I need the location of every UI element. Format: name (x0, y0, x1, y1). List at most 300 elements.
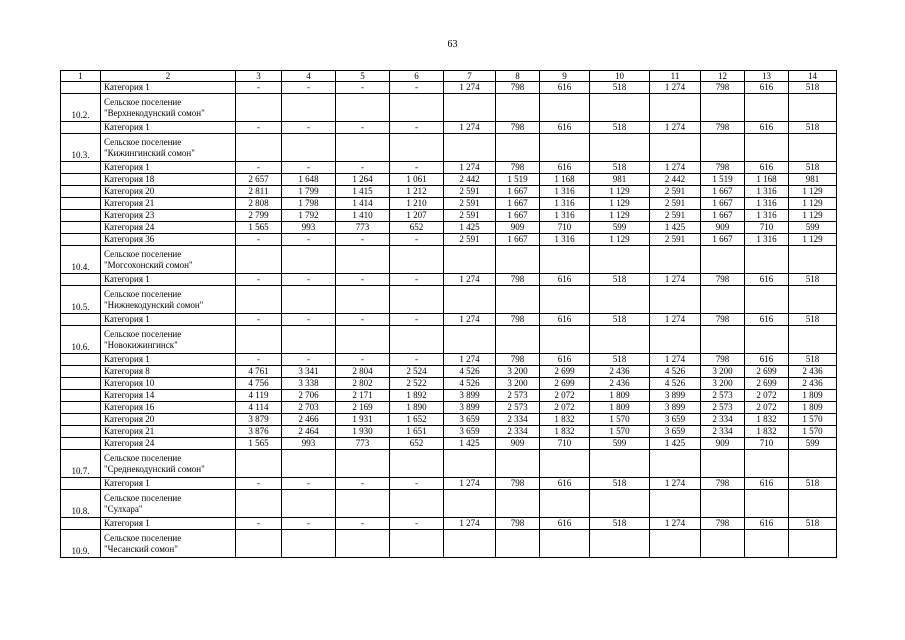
value-cell: 1 832 (540, 414, 590, 426)
value-cell: 1 129 (590, 186, 650, 198)
value-cell: 3 659 (650, 414, 701, 426)
value-cell: 710 (540, 222, 590, 234)
empty-cell (701, 450, 745, 478)
row-number: 10.2. (61, 94, 101, 122)
category-row (61, 234, 837, 246)
column-header-11: 11 (650, 71, 701, 82)
value-cell: - (282, 314, 336, 326)
value-cell: - (282, 162, 336, 174)
column-header-8: 8 (496, 71, 540, 82)
category-name: Категория 21 (101, 426, 236, 438)
category-row (61, 222, 837, 234)
value-cell: 3 200 (701, 378, 745, 390)
settlement-name-line1: Сельское поселение (104, 328, 182, 339)
value-cell: 1 667 (701, 210, 745, 222)
empty-cell (650, 490, 701, 518)
value-cell: 2 699 (540, 378, 590, 390)
settlement-name-line1: Сельское поселение (104, 96, 182, 107)
empty-cell (650, 134, 701, 162)
value-cell: 2 706 (282, 390, 336, 402)
value-cell: - (236, 234, 282, 246)
value-cell: 1 316 (540, 234, 590, 246)
empty-cell (789, 450, 837, 478)
value-cell: 798 (701, 354, 745, 366)
row-number: 10.3. (61, 134, 101, 162)
value-cell: 1 930 (336, 426, 390, 438)
value-cell: 616 (745, 518, 789, 530)
value-cell: 1 832 (540, 426, 590, 438)
value-cell: 4 526 (444, 366, 496, 378)
value-cell: 1 809 (590, 402, 650, 414)
value-cell: - (336, 122, 390, 134)
value-cell: 1 274 (650, 354, 701, 366)
value-cell: 798 (701, 82, 745, 94)
row-number (61, 378, 101, 390)
settlement-name-line2: "Нижнекодунский сомон" (104, 299, 204, 310)
row-number (61, 174, 101, 186)
row-number (61, 314, 101, 326)
empty-cell (282, 246, 336, 274)
value-cell: 1 274 (650, 82, 701, 94)
empty-cell (444, 94, 496, 122)
value-cell: 1 210 (390, 198, 444, 210)
value-cell: 518 (590, 354, 650, 366)
category-name: Категория 1 (101, 354, 236, 366)
value-cell: 2 591 (444, 210, 496, 222)
category-row (61, 314, 837, 326)
value-cell: 2 802 (336, 378, 390, 390)
settlement-name (101, 286, 236, 314)
empty-cell (701, 94, 745, 122)
value-cell: 798 (496, 82, 540, 94)
value-cell: 518 (789, 162, 837, 174)
value-cell: 518 (789, 314, 837, 326)
row-number (61, 390, 101, 402)
value-cell: 1 570 (590, 426, 650, 438)
value-cell: 1 316 (540, 210, 590, 222)
value-cell: 1 652 (390, 414, 444, 426)
value-cell: 3 659 (444, 414, 496, 426)
column-header-1: 1 (61, 71, 101, 82)
empty-cell (650, 326, 701, 354)
settlement-row (61, 134, 837, 162)
value-cell: 2 699 (745, 378, 789, 390)
value-cell: 1 570 (590, 414, 650, 426)
value-cell: 599 (590, 222, 650, 234)
value-cell: 993 (282, 222, 336, 234)
row-number: 10.4. (61, 246, 101, 274)
value-cell: 798 (701, 122, 745, 134)
row-number (61, 426, 101, 438)
settlement-row (61, 326, 837, 354)
settlement-name-line2: "Новокижингинск" (104, 339, 178, 350)
value-cell: 981 (789, 174, 837, 186)
empty-cell (336, 134, 390, 162)
value-cell: 1 274 (650, 314, 701, 326)
value-cell: 1 207 (390, 210, 444, 222)
value-cell: 616 (540, 478, 590, 490)
empty-cell (701, 490, 745, 518)
value-cell: 2 591 (444, 234, 496, 246)
value-cell: 2 657 (236, 174, 282, 186)
empty-cell (282, 326, 336, 354)
value-cell: 1 316 (745, 186, 789, 198)
value-cell: 2 573 (701, 402, 745, 414)
row-number (61, 478, 101, 490)
value-cell: 1 667 (701, 186, 745, 198)
value-cell: 3 341 (282, 366, 336, 378)
empty-cell (336, 450, 390, 478)
value-cell: 2 334 (701, 414, 745, 426)
value-cell: 3 200 (496, 378, 540, 390)
value-cell: 2 072 (540, 402, 590, 414)
value-cell: 3 899 (444, 390, 496, 402)
empty-cell (496, 530, 540, 558)
value-cell: 2 436 (590, 378, 650, 390)
value-cell: 3 200 (496, 366, 540, 378)
column-header-2: 2 (101, 71, 236, 82)
value-cell: 4 761 (236, 366, 282, 378)
settlement-name-line1: Сельское поселение (104, 452, 182, 463)
settlement-name-line2: "Среднекодунский сомон" (104, 463, 205, 474)
settlement-name (101, 490, 236, 518)
column-header-9: 9 (540, 71, 590, 82)
value-cell: 2 699 (745, 366, 789, 378)
value-cell: 518 (789, 82, 837, 94)
value-cell: 1 570 (789, 414, 837, 426)
empty-cell (336, 246, 390, 274)
value-cell: 1 425 (444, 438, 496, 450)
category-row (61, 414, 837, 426)
empty-cell (236, 450, 282, 478)
row-number (61, 198, 101, 210)
settlement-name-line1: Сельское поселение (104, 288, 182, 299)
empty-cell (540, 490, 590, 518)
value-cell: 1 316 (540, 198, 590, 210)
value-cell: 798 (701, 274, 745, 286)
value-cell: 710 (745, 222, 789, 234)
row-number: 10.7. (61, 450, 101, 478)
value-cell: 1 212 (390, 186, 444, 198)
value-cell: 518 (789, 354, 837, 366)
value-cell: 518 (590, 478, 650, 490)
value-cell: 3 200 (701, 366, 745, 378)
empty-cell (745, 134, 789, 162)
category-row (61, 390, 837, 402)
value-cell: 1 809 (789, 402, 837, 414)
value-cell: 1 519 (496, 174, 540, 186)
value-cell: 3 899 (444, 402, 496, 414)
value-cell: 1 799 (282, 186, 336, 198)
value-cell: 1 274 (650, 274, 701, 286)
empty-cell (540, 94, 590, 122)
category-row (61, 438, 837, 450)
value-cell: 518 (789, 478, 837, 490)
empty-cell (236, 530, 282, 558)
value-cell: - (282, 274, 336, 286)
column-header-12: 12 (701, 71, 745, 82)
category-row (61, 274, 837, 286)
value-cell: 2 591 (650, 234, 701, 246)
empty-cell (282, 530, 336, 558)
value-cell: 1 667 (496, 210, 540, 222)
value-cell: 2 169 (336, 402, 390, 414)
value-cell: 1 570 (789, 426, 837, 438)
settlement-name (101, 450, 236, 478)
value-cell: - (236, 274, 282, 286)
value-cell: 616 (745, 314, 789, 326)
value-cell: 1 129 (789, 234, 837, 246)
value-cell: 2 524 (390, 366, 444, 378)
value-cell: 1 274 (444, 82, 496, 94)
value-cell: - (282, 122, 336, 134)
settlement-row (61, 490, 837, 518)
value-cell: 2 442 (650, 174, 701, 186)
value-cell: 2 171 (336, 390, 390, 402)
settlement-name (101, 326, 236, 354)
empty-cell (496, 326, 540, 354)
value-cell: 1 129 (789, 198, 837, 210)
value-cell: 2 072 (540, 390, 590, 402)
value-cell: 2 591 (444, 198, 496, 210)
value-cell: 1 274 (650, 162, 701, 174)
value-cell: 616 (540, 354, 590, 366)
value-cell: 710 (745, 438, 789, 450)
category-row (61, 426, 837, 438)
category-name: Категория 23 (101, 210, 236, 222)
value-cell: 2 522 (390, 378, 444, 390)
value-cell: 616 (745, 274, 789, 286)
settlement-row (61, 450, 837, 478)
empty-cell (282, 286, 336, 314)
category-row (61, 162, 837, 174)
value-cell: - (236, 82, 282, 94)
empty-cell (745, 326, 789, 354)
value-cell: 4 114 (236, 402, 282, 414)
value-cell: 518 (590, 518, 650, 530)
value-cell: 2 436 (789, 366, 837, 378)
value-cell: 616 (540, 314, 590, 326)
value-cell: - (390, 274, 444, 286)
value-cell: 518 (590, 122, 650, 134)
column-header-6: 6 (390, 71, 444, 82)
value-cell: 599 (789, 222, 837, 234)
empty-cell (390, 246, 444, 274)
value-cell: 1 425 (650, 222, 701, 234)
value-cell: 4 526 (444, 378, 496, 390)
value-cell: - (336, 162, 390, 174)
settlement-name (101, 134, 236, 162)
category-row (61, 82, 837, 94)
value-cell: 3 659 (444, 426, 496, 438)
value-cell: - (336, 274, 390, 286)
value-cell: - (336, 314, 390, 326)
category-row (61, 518, 837, 530)
value-cell: 2 591 (650, 186, 701, 198)
value-cell: 616 (745, 478, 789, 490)
row-number (61, 222, 101, 234)
value-cell: 1 832 (745, 414, 789, 426)
value-cell: 1 316 (745, 210, 789, 222)
value-cell: 1 798 (282, 198, 336, 210)
value-cell: 518 (590, 314, 650, 326)
category-name: Категория 24 (101, 438, 236, 450)
value-cell: 518 (789, 274, 837, 286)
empty-cell (390, 326, 444, 354)
value-cell: 599 (789, 438, 837, 450)
value-cell: - (236, 478, 282, 490)
value-cell: 909 (496, 222, 540, 234)
value-cell: 909 (496, 438, 540, 450)
table-header-row (61, 71, 837, 82)
settlement-name-line2: "Чесанский сомон" (104, 543, 178, 554)
value-cell: 1 425 (444, 222, 496, 234)
settlement-name (101, 530, 236, 558)
value-cell: 2 804 (336, 366, 390, 378)
value-cell: - (282, 354, 336, 366)
empty-cell (650, 530, 701, 558)
value-cell: 2 591 (444, 186, 496, 198)
value-cell: 616 (540, 122, 590, 134)
empty-cell (390, 490, 444, 518)
value-cell: 1 410 (336, 210, 390, 222)
value-cell: 599 (590, 438, 650, 450)
value-cell: 1 129 (590, 210, 650, 222)
category-row (61, 366, 837, 378)
value-cell: 2 436 (789, 378, 837, 390)
value-cell: 1 667 (701, 198, 745, 210)
empty-cell (590, 490, 650, 518)
value-cell: 2 464 (282, 426, 336, 438)
row-number (61, 518, 101, 530)
settlement-name-line1: Сельское поселение (104, 532, 182, 543)
value-cell: 1 667 (701, 234, 745, 246)
category-name: Категория 1 (101, 518, 236, 530)
value-cell: 2 072 (745, 402, 789, 414)
value-cell: - (336, 354, 390, 366)
empty-cell (540, 450, 590, 478)
empty-cell (650, 450, 701, 478)
category-name: Категория 20 (101, 186, 236, 198)
value-cell: 652 (390, 222, 444, 234)
value-cell: 1 651 (390, 426, 444, 438)
value-cell: 1 667 (496, 234, 540, 246)
category-name: Категория 8 (101, 366, 236, 378)
value-cell: 616 (745, 82, 789, 94)
row-number: 10.6. (61, 326, 101, 354)
row-number: 10.5. (61, 286, 101, 314)
empty-cell (496, 450, 540, 478)
value-cell: 518 (789, 122, 837, 134)
value-cell: - (390, 314, 444, 326)
value-cell: 1 414 (336, 198, 390, 210)
category-name: Категория 1 (101, 162, 236, 174)
column-header-4: 4 (282, 71, 336, 82)
value-cell: 616 (745, 354, 789, 366)
settlement-name-line2: "Верхнекодунский сомон" (104, 107, 205, 118)
value-cell: - (390, 518, 444, 530)
category-name: Категория 16 (101, 402, 236, 414)
value-cell: 1 316 (745, 198, 789, 210)
empty-cell (745, 246, 789, 274)
category-row (61, 198, 837, 210)
column-header-3: 3 (236, 71, 282, 82)
value-cell: 2 334 (701, 426, 745, 438)
empty-cell (701, 530, 745, 558)
value-cell: 1 129 (789, 210, 837, 222)
value-cell: 1 061 (390, 174, 444, 186)
row-number (61, 162, 101, 174)
column-header-10: 10 (590, 71, 650, 82)
empty-cell (496, 490, 540, 518)
value-cell: - (282, 478, 336, 490)
settlement-name-line2: "Сулхара" (104, 503, 143, 514)
row-number (61, 210, 101, 222)
empty-cell (789, 490, 837, 518)
empty-cell (390, 94, 444, 122)
empty-cell (444, 530, 496, 558)
value-cell: 1 316 (540, 186, 590, 198)
settlement-name-line2: "Кижингинский сомон" (104, 147, 195, 158)
empty-cell (745, 530, 789, 558)
row-number (61, 186, 101, 198)
settlement-name (101, 246, 236, 274)
page-number: 63 (447, 39, 458, 50)
value-cell: - (390, 478, 444, 490)
value-cell: 1 792 (282, 210, 336, 222)
value-cell: 3 899 (650, 402, 701, 414)
empty-cell (336, 490, 390, 518)
settlement-name (101, 94, 236, 122)
category-name: Категория 18 (101, 174, 236, 186)
value-cell: 909 (701, 438, 745, 450)
value-cell: 798 (701, 518, 745, 530)
row-number (61, 402, 101, 414)
value-cell: 798 (496, 314, 540, 326)
value-cell: 518 (590, 162, 650, 174)
value-cell: 2 573 (496, 390, 540, 402)
empty-cell (745, 450, 789, 478)
value-cell: - (282, 234, 336, 246)
empty-cell (701, 134, 745, 162)
empty-cell (590, 94, 650, 122)
empty-cell (540, 326, 590, 354)
value-cell: 798 (496, 274, 540, 286)
empty-cell (650, 286, 701, 314)
value-cell: 798 (496, 162, 540, 174)
value-cell: 652 (390, 438, 444, 450)
value-cell: 1 648 (282, 174, 336, 186)
value-cell: - (390, 82, 444, 94)
tariff-table (60, 70, 837, 558)
empty-cell (336, 94, 390, 122)
value-cell: 773 (336, 222, 390, 234)
value-cell: 2 072 (745, 390, 789, 402)
value-cell: 1 129 (789, 186, 837, 198)
empty-cell (336, 530, 390, 558)
value-cell: 1 168 (745, 174, 789, 186)
value-cell: 798 (496, 122, 540, 134)
value-cell: 909 (701, 222, 745, 234)
settlement-name-line1: Сельское поселение (104, 136, 182, 147)
empty-cell (236, 134, 282, 162)
value-cell: 2 334 (496, 426, 540, 438)
empty-cell (282, 94, 336, 122)
empty-cell (444, 246, 496, 274)
empty-cell (590, 326, 650, 354)
empty-cell (236, 94, 282, 122)
value-cell: 1 415 (336, 186, 390, 198)
